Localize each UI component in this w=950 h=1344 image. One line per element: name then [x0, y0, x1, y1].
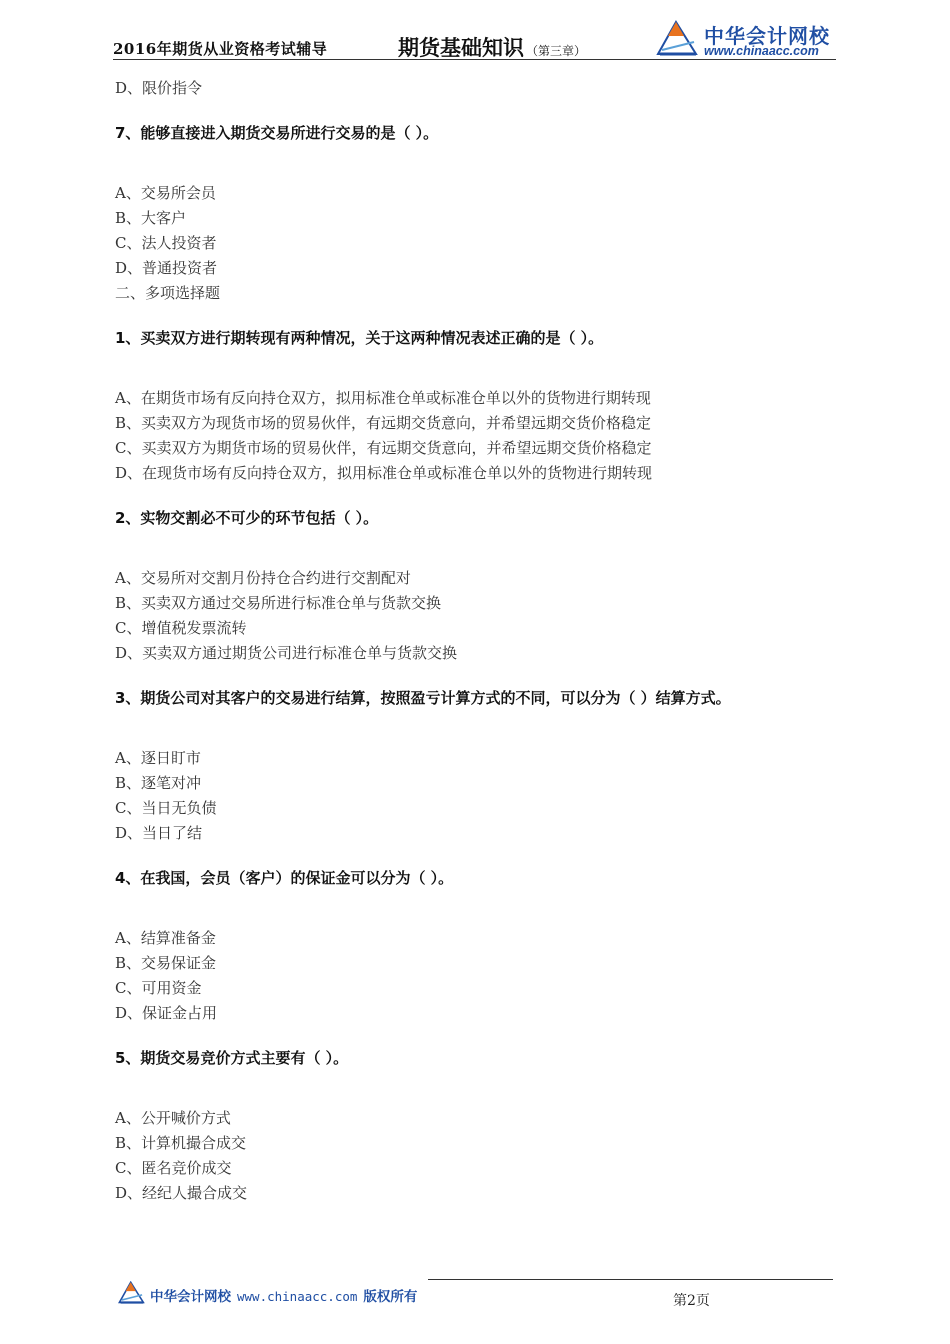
page-header — [113, 18, 836, 60]
option: D、买卖双方通过期货公司进行标准仓单与货款交换 — [115, 644, 458, 662]
prev-option-d: D、限价指令 — [115, 79, 203, 97]
question-7: 7、能够直接进入期货交易所进行交易的是（ ）。 — [115, 124, 439, 142]
option: C、可用资金 — [115, 979, 202, 997]
page-number: 第2页 — [673, 1293, 710, 1309]
header-rule — [113, 59, 836, 60]
option: B、计算机撮合成交 — [115, 1134, 247, 1152]
footer-rule — [428, 1279, 833, 1280]
footer-logo-icon — [118, 1281, 146, 1305]
option: D、当日了结 — [115, 824, 203, 842]
option: A、交易所对交割月份持仓合约进行交割配对 — [115, 569, 411, 587]
option: D、在现货市场有反向持仓双方，拟用标准仓单或标准仓单以外的货物进行期转现 — [115, 464, 653, 482]
footer-site-url: www.chinaacc.com — [237, 1289, 358, 1304]
page-footer — [118, 1275, 833, 1315]
exam-label: 2016年期货从业资格考试辅导 — [113, 40, 328, 58]
spacer — [115, 711, 835, 746]
option: C、当日无负债 — [115, 799, 217, 817]
option: B、大客户 — [115, 209, 187, 227]
option: B、买卖双方为现货市场的贸易伙伴，有远期交货意向，并希望远期交货价格稳定 — [115, 414, 652, 432]
option: C、增值税发票流转 — [115, 619, 247, 637]
question-4: 4、在我国，会员（客户）的保证金可以分为（ ）。 — [115, 869, 454, 887]
option: D、经纪人撮合成交 — [115, 1184, 248, 1202]
document-body — [115, 76, 835, 1206]
spacer — [115, 531, 835, 566]
option: D、保证金占用 — [115, 1004, 218, 1022]
footer-rights: 版权所有 — [363, 1289, 418, 1305]
option: A、结算准备金 — [115, 929, 216, 947]
spacer — [115, 146, 835, 181]
footer-site-name: 中华会计网校 — [150, 1289, 231, 1305]
spacer — [115, 891, 835, 926]
option: C、匿名竞价成交 — [115, 1159, 232, 1177]
spacer — [115, 1071, 835, 1106]
doc-title-text: 期货基础知识 — [398, 36, 524, 60]
footer-text — [150, 1285, 417, 1305]
spacer — [115, 351, 835, 386]
logo-url: www.chinaacc.com — [704, 44, 819, 58]
question-1: 1、买卖双方进行期转现有两种情况，关于这两种情况表述正确的是（ ）。 — [115, 329, 604, 347]
question-2: 2、实物交割必不可少的环节包括（ ）。 — [115, 509, 379, 527]
chapter-label: （第三章） — [526, 44, 587, 58]
option: C、法人投资者 — [115, 234, 217, 252]
option: B、买卖双方通过交易所进行标准仓单与货款交换 — [115, 594, 442, 612]
question-3: 3、期货公司对其客户的交易进行结算，按照盈亏计算方式的不同，可以分为（ ）结算方式。 — [115, 689, 731, 707]
option: D、普通投资者 — [115, 259, 218, 277]
option: A、公开喊价方式 — [115, 1109, 231, 1127]
logo-triangle-icon — [656, 20, 700, 58]
option: A、交易所会员 — [115, 184, 216, 202]
option: A、在期货市场有反向持仓双方，拟用标准仓单或标准仓单以外的货物进行期转现 — [115, 389, 651, 407]
document-title — [398, 32, 586, 62]
option: C、买卖双方为期货市场的贸易伙伴，有远期交货意向，并希望远期交货价格稳定 — [115, 439, 652, 457]
logo-text: 中华会计网校 — [704, 24, 830, 48]
option: B、逐笔对冲 — [115, 774, 202, 792]
option: B、交易保证金 — [115, 954, 217, 972]
site-logo — [656, 18, 836, 58]
option: A、逐日盯市 — [115, 749, 201, 767]
question-5: 5、期货交易竞价方式主要有（ ）。 — [115, 1049, 349, 1067]
section-heading: 二、多项选择题 — [115, 284, 221, 302]
